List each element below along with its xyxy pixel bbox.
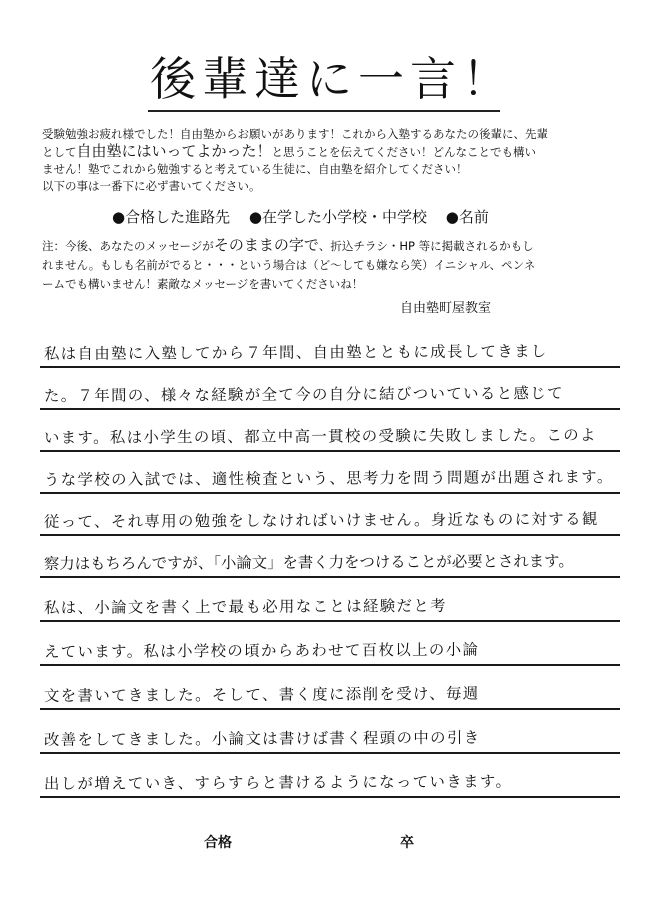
message-line — [40, 582, 620, 622]
message-line-text: 私は自由塾に入塾してから７年間、自由塾とともに成長してきまし — [43, 342, 548, 363]
page-title: 後輩達に一言！ — [150, 52, 514, 106]
intro-instructions — [42, 126, 622, 195]
message-line — [40, 670, 620, 710]
message-line — [40, 496, 620, 536]
school-name: 自由塾町屋教室 — [400, 301, 492, 316]
ruled-line — [40, 796, 620, 798]
intro-line: ません！塾でこれから勉強すると考えている生徒に、自由塾を紹介してください！ — [42, 162, 468, 176]
message-line-text: 察力はもちろんですが、「小論文」を書く力をつけることが必要とされます。 — [43, 552, 574, 573]
ruled-line — [40, 752, 620, 754]
ruled-line — [40, 450, 620, 452]
message-line — [40, 714, 620, 754]
ruled-line — [40, 534, 620, 536]
signature-graduation-label: 卒 — [400, 835, 414, 851]
ruled-line — [40, 576, 620, 578]
message-line-text: 出しが増えていき、すらすらと書けるようになっていきます。 — [43, 772, 513, 793]
message-line-text: 文を書いてきました。そして、書く度に添削を受け、毎週 — [43, 684, 480, 705]
ruled-line — [40, 620, 620, 622]
ruled-line — [40, 708, 620, 710]
requirement-item: ●在学した小学校・中学校 — [248, 208, 427, 226]
note-line: れません。もしも名前がでると・・・という場合は（ど～しても嫌なら笑）イニシャル、ペンネ — [42, 258, 536, 272]
intro-line — [42, 143, 622, 161]
title-underline — [148, 110, 500, 112]
note-text — [42, 236, 624, 294]
intro-line: 受験勉強お疲れ様でした！自由塾からお願いがあります！これから入塾するあなたの後輩に、先輩 — [42, 127, 548, 141]
ruled-line — [40, 366, 620, 368]
ruled-line — [40, 408, 620, 410]
message-line-text: 改善をしてきました。小論文は書けば書く程頭の中の引き — [43, 728, 481, 749]
message-line — [40, 328, 620, 368]
message-line — [40, 538, 620, 578]
note-emphasis: そのままの字で — [213, 236, 319, 254]
message-line — [40, 370, 620, 410]
message-line — [40, 412, 620, 452]
intro-text: として — [42, 145, 77, 159]
ruled-line — [40, 492, 620, 494]
intro-text: と思うことを伝えてください！どんなことでも構い — [271, 145, 537, 159]
note-text-b: 、折込チラシ・HP 等に掲載されるかもし — [318, 239, 534, 253]
requirement-item: ●名前 — [445, 208, 489, 226]
note-line — [42, 236, 624, 256]
note-text-a: 注：今後、あなたのメッセージが — [42, 239, 214, 253]
intro-line: 以下の事は一番下に必ず書いてください。 — [42, 179, 261, 193]
message-line-text: えています。私は小学校の頃からあわせて百枚以上の小論 — [43, 640, 480, 661]
message-line — [40, 758, 620, 798]
message-line-text: 私は、小論文を書く上で最も必用なことは経験だと考 — [43, 596, 447, 617]
message-line-text: た。７年間の、様々な経験が全て今の自分に結びついていると感じて — [43, 384, 564, 405]
message-line-text: います。私は小学生の頃、都立中高一貫校の受験に失敗しました。このよ — [43, 426, 597, 447]
message-line-text: うな学校の入試では、適性検査という、思考力を問う問題が出題されます。 — [43, 468, 614, 489]
message-line — [40, 454, 620, 494]
requirements-list — [112, 206, 592, 228]
message-line-text: 従って、それ専用の勉強をしなければいけません。身近なものに対する観 — [43, 510, 599, 531]
note-line: ームでも構いません！素敵なメッセージを書いてくださいね！ — [42, 277, 364, 291]
signature-pass-label: 合格 — [204, 835, 232, 851]
requirement-item: ●合格した進路先 — [112, 208, 231, 226]
ruled-line — [40, 664, 620, 666]
message-line — [40, 626, 620, 666]
intro-highlight: 自由塾にはいってよかった！ — [76, 142, 272, 160]
